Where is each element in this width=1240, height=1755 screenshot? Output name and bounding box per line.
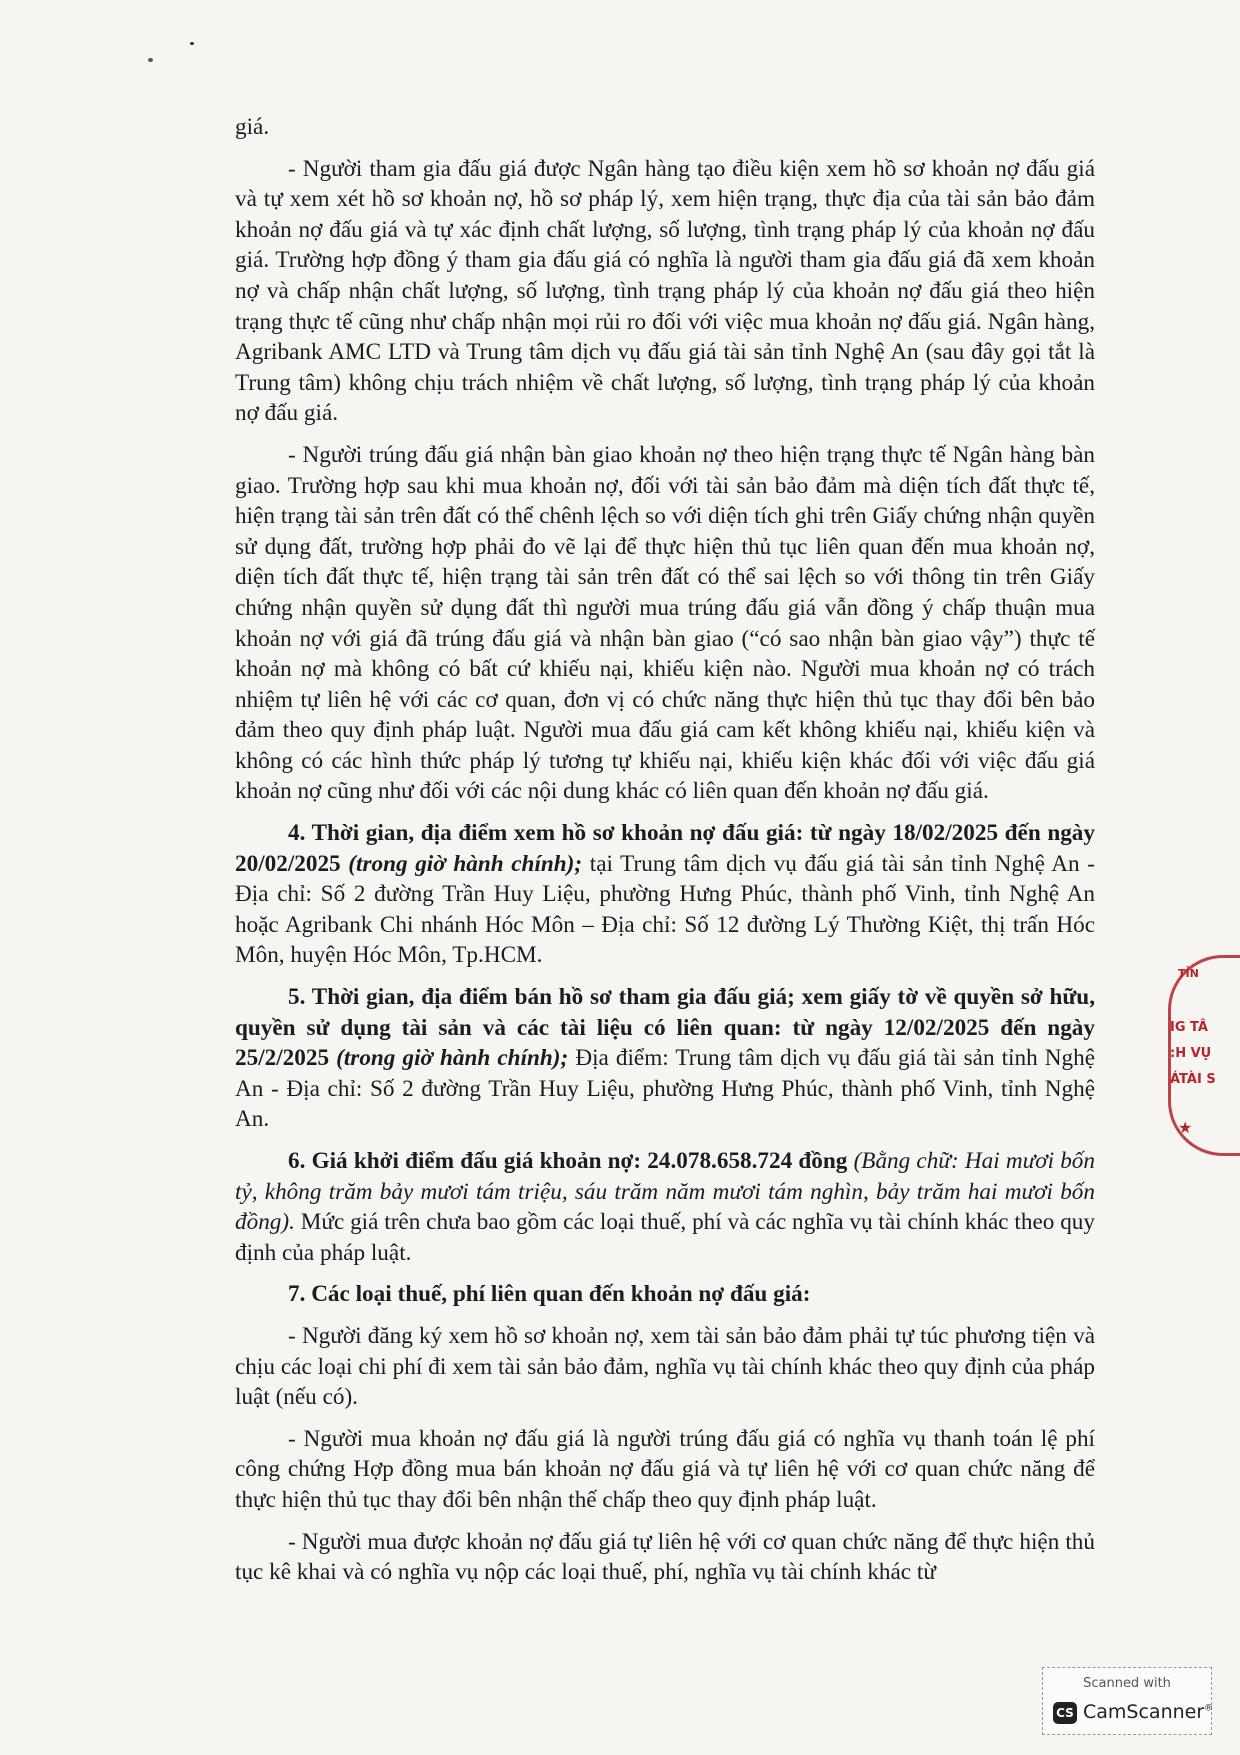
trademark-mark: ®: [1204, 1703, 1214, 1714]
seal-text: TỈN: [1178, 967, 1199, 980]
scanner-brand-name: CamScanner: [1083, 1701, 1205, 1723]
seal-text: IG TÂ: [1170, 1020, 1208, 1035]
scanner-brand: [1083, 1701, 1213, 1723]
seal-text: ÁTÀI S: [1170, 1072, 1216, 1087]
seal-star: ★: [1178, 1118, 1193, 1137]
seal-text: :H VỤ: [1170, 1046, 1212, 1061]
section-7-item: - Người mua khoản nợ đấu giá là người trúng đấu giá có nghĩa vụ thanh toán lệ phí công chứng Hợp đồng mua bán khoản nợ đấu giá và tự liên hệ với cơ quan chức năng để thực hiện thủ tục thay đổi bên nhận thế chấp theo quy định pháp luật.: [235, 1425, 1095, 1513]
section-5-heading: 5. Thời gian, địa điểm bán hồ sơ tham gia đấu giá; xem giấy tờ về quyền sở hữu, quyền sử dụng tài sản và các tài liệu có liên quan: từ ngày 12/02/2025 đến ngày 25/2/2025: [235, 984, 1095, 1072]
section-6-italic: (Bằng chữ: Hai mươi bốn tỷ, không trăm bảy mươi tám triệu, sáu trăm năm mươi tám nghìn, bảy trăm hai mươi bốn đồng).: [235, 1148, 1095, 1236]
speck: [190, 42, 194, 45]
section-5: [235, 982, 1095, 1135]
document-body: [235, 112, 1095, 1599]
section-4-text: tại Trung tâm dịch vụ đấu giá tài sản tỉnh Nghệ An - Địa chỉ: Số 2 đường Trần Huy Liệu, phường Hưng Phúc, thành phố Vinh, tỉnh Nghệ An hoặc Agribank Chi nhánh Hóc Môn – Địa chỉ: Số 12 đường Lý Thường Kiệt, thị trấn Hóc Môn, huyện Hóc Môn, Tp.HCM.: [235, 850, 1095, 969]
section-7-item: - Người mua được khoản nợ đấu giá tự liên hệ với cơ quan chức năng để thực hiện thủ tục kê khai và có nghĩa vụ nộp các loại thuế, phí, nghĩa vụ tài chính khác từ: [235, 1528, 1095, 1586]
section-4: [235, 818, 1095, 971]
section-4-italic: (trong giờ hành chính);: [340, 850, 583, 877]
speck: [148, 58, 153, 62]
section-7-heading: [235, 1279, 1095, 1310]
red-seal-stamp: [1168, 955, 1240, 1150]
scanner-caption: Scanned with: [1083, 1676, 1171, 1691]
section-6-heading: 6. Giá khởi điểm đấu giá khoản nợ: 24.078.658.724 đồng: [288, 1148, 848, 1174]
section-5-text: Địa điểm: Trung tâm dịch vụ đấu giá tài sản tỉnh Nghệ An - Địa chỉ: Số 2 đường Trần Huy Liệu, phường Hưng Phúc, thành phố Vinh, tỉnh Nghệ An.: [235, 1045, 1095, 1133]
section-5-italic: (trong giờ hành chính);: [329, 1045, 569, 1072]
camscanner-logo-icon: CS: [1053, 1702, 1077, 1724]
section-6-text: Mức giá trên chưa bao gồm các loại thuế, phí và các nghĩa vụ tài chính khác theo quy định của pháp luật.: [235, 1209, 1095, 1266]
paragraph-inspection-terms: - Người tham gia đấu giá được Ngân hàng tạo điều kiện xem hồ sơ khoản nợ đấu giá và tự xem xét hồ sơ khoản nợ, hồ sơ pháp lý, xem hiện trạng, thực địa của tài sản bảo đảm khoản nợ đấu giá và tự xác định chất lượng, số lượng, tình trạng pháp lý của khoản nợ đấu giá. Trường hợp đồng ý tham gia đấu giá có nghĩa là người tham gia đấu giá đã xem khoản nợ và chấp nhận chất lượng, số lượng, tình trạng pháp lý của khoản nợ đấu giá theo hiện trạng thực tế cũng như chấp nhận mọi rủi ro đối với việc mua khoản nợ đấu giá. Ngân hàng, Agribank AMC LTD và Trung tâm dịch vụ đấu giá tài sản tỉnh Nghệ An (sau đây gọi tắt là Trung tâm) không chịu trách nhiệm về chất lượng, số lượng, tình trạng pháp lý của khoản nợ đấu giá.: [235, 155, 1095, 427]
camscanner-watermark: [1042, 1667, 1212, 1735]
paragraph-handover-terms: - Người trúng đấu giá nhận bàn giao khoản nợ theo hiện trạng thực tế Ngân hàng bàn giao. Trường hợp sau khi mua khoản nợ, đối với tài sản bảo đảm mà diện tích đất thực tế, hiện trạng tài sản trên đất có thể chênh lệch so với diện tích ghi trên Giấy chứng nhận quyền sử dụng đất, trường hợp phải đo vẽ lại để thực hiện thủ tục liên quan đến mua khoản nợ, diện tích đất thực tế, hiện trạng tài sản trên đất có thể sai lệch so với thông tin trên Giấy chứng nhận quyền sử dụng đất thì người mua trúng đấu giá vẫn đồng ý chấp thuận mua khoản nợ với giá đã trúng đấu giá và nhận bàn giao (“có sao nhận bàn giao vậy”) thực tế khoản nợ mà không có bất cứ khiếu nại, khiếu kiện nào. Người mua khoản nợ có trách nhiệm tự liên hệ với các cơ quan, đơn vị có chức năng thực hiện thủ tục thay đổi bên bảo đảm theo quy định pháp luật. Người mua đấu giá cam kết không khiếu nại, khiếu kiện và không có các hình thức pháp lý tương tự khiếu nại, khiếu kiện khác đối với việc đấu giá khoản nợ cũng như đối với các nội dung khác có liên quan đến khoản nợ đấu giá.: [235, 441, 1095, 805]
section-7-item: - Người đăng ký xem hồ sơ khoản nợ, xem tài sản bảo đảm phải tự túc phương tiện và chịu các loại chi phí đi xem tài sản bảo đảm, nghĩa vụ tài chính khác theo quy định của pháp luật (nếu có).: [235, 1322, 1095, 1411]
paragraph-continuation: giá.: [235, 114, 270, 140]
section-4-heading: 4. Thời gian, địa điểm xem hồ sơ khoản nợ đấu giá: từ ngày 18/02/2025 đến ngày 20/02/2025: [235, 820, 1095, 877]
section-7-heading-text: 7. Các loại thuế, phí liên quan đến khoản nợ đấu giá:: [288, 1281, 811, 1308]
section-6: [235, 1146, 1095, 1268]
